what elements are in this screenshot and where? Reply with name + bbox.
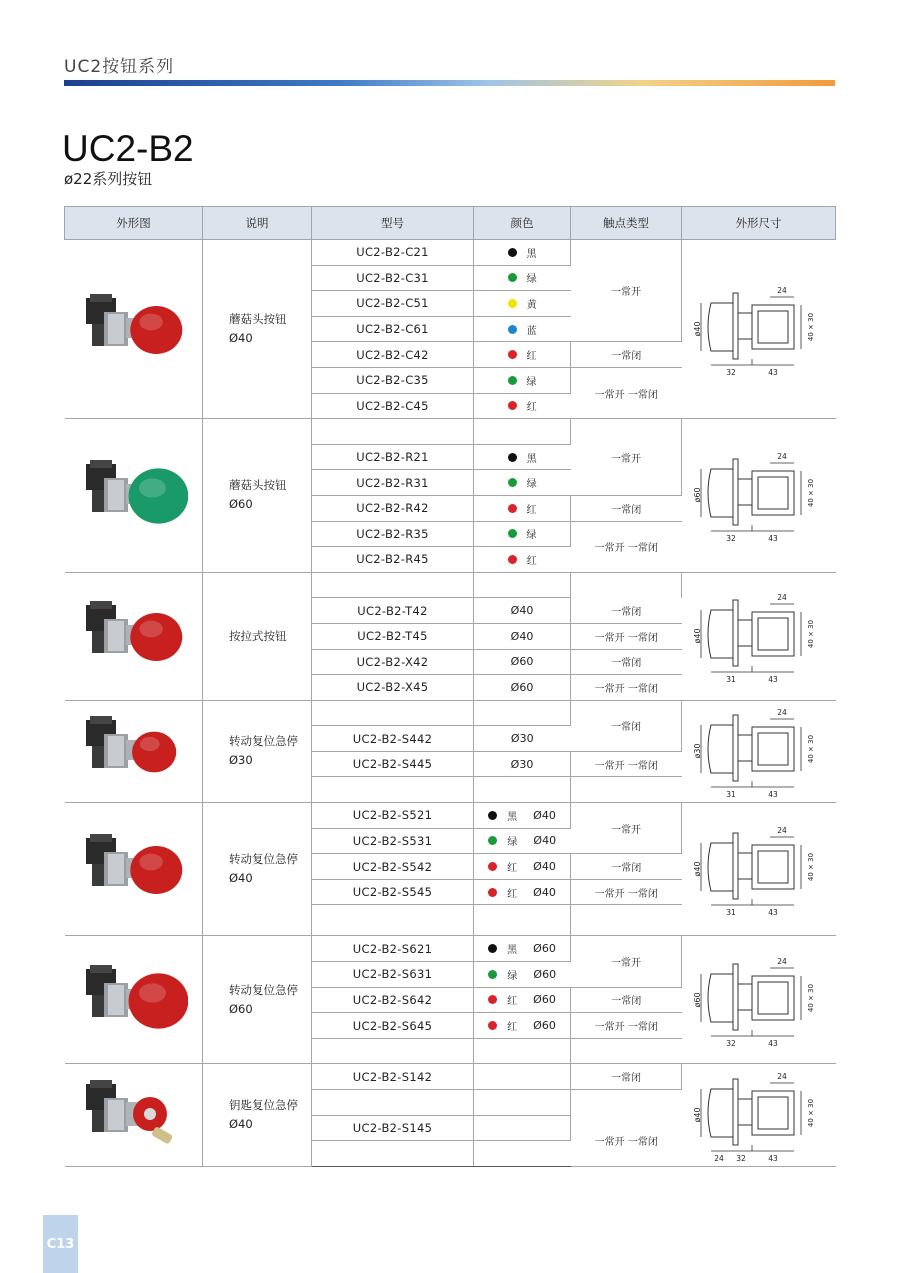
color-dot (488, 944, 497, 953)
model-cell: UC2-B2-S545 (312, 879, 474, 905)
color-cell (474, 547, 571, 573)
color-dot (508, 529, 517, 538)
dim-label: 43 (767, 1154, 778, 1164)
diameter-cell (474, 726, 571, 752)
description-line: Ø60 (229, 497, 253, 512)
product-photo-mushroom-60 (65, 419, 203, 573)
header-contact-type: 触点类型 (571, 207, 682, 240)
diameter-cell (474, 598, 571, 624)
color-name: 黑 (526, 453, 537, 465)
contact-cell: 一常开 (571, 419, 682, 496)
color-cell-empty (474, 1064, 571, 1090)
color-cell (474, 879, 571, 905)
product-photo-twist-30 (65, 700, 203, 802)
color-cell (474, 962, 571, 988)
color-dot (488, 1021, 497, 1030)
model-cell-empty (312, 1141, 474, 1167)
color-name: 红 (507, 1022, 518, 1034)
contact-cell: 一常开 (571, 803, 682, 854)
model-cell: UC2-B2-S645 (312, 1013, 474, 1039)
color-dot (508, 299, 517, 308)
color-name: 红 (526, 504, 537, 516)
model-cell: UC2-B2-R21 (312, 444, 474, 470)
color-cell (474, 470, 571, 496)
model-cell: UC2-B2-R42 (312, 495, 474, 521)
color-dot (508, 555, 517, 564)
contact-cell: 一常开 (571, 240, 682, 342)
description-cell (203, 700, 312, 802)
header-dimensions: 外形尺寸 (682, 207, 836, 240)
diameter-value: Ø60 (510, 655, 534, 669)
model-cell-empty (312, 1038, 474, 1064)
contact-cell: 一常闭 (571, 495, 682, 521)
button-photo-illustration (78, 1070, 188, 1160)
product-photo-key (65, 1064, 203, 1166)
diameter-value: Ø40 (533, 808, 556, 822)
dim-label: 32 (725, 1038, 736, 1048)
color-dot (488, 862, 497, 871)
model-cell: UC2-B2-S142 (312, 1064, 474, 1090)
color-name: 红 (507, 888, 518, 900)
dim-label: 24 (776, 826, 787, 836)
product-table (64, 206, 836, 1167)
product-photo-mushroom-40 (65, 240, 203, 419)
color-cell-empty (474, 1141, 571, 1167)
description-line: 蘑菇头按钮 (229, 312, 287, 327)
table-row (65, 240, 836, 266)
contact-cell: 一常开 一常闭 (571, 521, 682, 572)
button-photo-illustration (78, 284, 188, 374)
diameter-value: Ø30 (510, 732, 534, 746)
dim-label: 43 (767, 790, 778, 800)
description-cell (203, 240, 312, 419)
button-photo-illustration (78, 955, 188, 1045)
contact-cell: 一常闭 (571, 1064, 682, 1090)
color-cell (474, 342, 571, 368)
model-cell: UC2-B2-X42 (312, 649, 474, 675)
dim-label: ø40 (692, 321, 702, 337)
model-cell-empty (312, 700, 474, 726)
dimension-diagram (691, 819, 827, 919)
model-cell: UC2-B2-C61 (312, 316, 474, 342)
product-photo-twist-40 (65, 803, 203, 936)
color-name: 黑 (507, 945, 518, 957)
contact-cell: 一常开 一常闭 (571, 1013, 682, 1039)
contact-cell: 一常开 一常闭 (571, 879, 682, 905)
color-cell-empty (474, 1090, 571, 1116)
diameter-value: Ø40 (510, 604, 534, 618)
table-row (65, 700, 836, 726)
model-cell: UC2-B2-C45 (312, 393, 474, 419)
color-name: 黄 (526, 299, 537, 311)
diameter-value: Ø40 (533, 834, 557, 848)
color-name: 红 (507, 863, 518, 875)
model-cell: UC2-B2-S531 (312, 828, 474, 854)
color-cell (474, 495, 571, 521)
table-row (65, 1064, 836, 1090)
dim-label: 40 × 30 (806, 1099, 815, 1128)
color-cell (474, 936, 571, 962)
contact-cell: 一常开 (571, 936, 682, 987)
diameter-cell (474, 675, 571, 701)
diameter-value: Ø60 (510, 680, 534, 694)
color-cell-empty (474, 777, 571, 803)
dim-label: 43 (767, 675, 778, 685)
contact-cell: 一常闭 (571, 649, 682, 675)
diameter-value: Ø40 (533, 860, 556, 874)
dim-label: 40 × 30 (806, 735, 815, 764)
dim-label: 24 (776, 708, 787, 718)
dim-label: 40 × 30 (806, 313, 815, 342)
dimension-drawing (682, 1064, 836, 1166)
color-dot (508, 401, 517, 410)
model-cell: UC2-B2-R45 (312, 547, 474, 573)
contact-cell: 一常闭 (571, 987, 682, 1013)
model-cell: UC2-B2-C42 (312, 342, 474, 368)
model-cell: UC2-B2-S542 (312, 854, 474, 880)
dim-label: 43 (767, 908, 778, 918)
dim-label: 24 (713, 1154, 724, 1164)
contact-cell: 一常开 一常闭 (571, 623, 682, 649)
dim-label: ø30 (692, 743, 702, 759)
diameter-value: Ø40 (533, 885, 556, 899)
model-cell: UC2-B2-S621 (312, 936, 474, 962)
dim-label: 40 × 30 (806, 479, 815, 508)
dimension-drawing (682, 700, 836, 802)
color-dot (508, 478, 517, 487)
color-name: 黑 (526, 248, 537, 260)
model-cell: UC2-B2-S145 (312, 1115, 474, 1141)
color-name: 绿 (526, 274, 537, 286)
color-name: 红 (526, 351, 537, 363)
description-cell (203, 803, 312, 936)
description-line: Ø30 (229, 753, 253, 768)
header-description: 说明 (203, 207, 312, 240)
diameter-value: Ø60 (533, 1019, 556, 1033)
dim-label: ø60 (692, 487, 702, 503)
color-dot (488, 970, 497, 979)
diameter-value: Ø60 (533, 993, 556, 1007)
color-dot (508, 273, 517, 282)
contact-cell: 一常开 一常闭 (571, 675, 682, 701)
dim-label: 31 (725, 908, 736, 918)
color-cell-empty (474, 1115, 571, 1141)
color-cell (474, 393, 571, 419)
table-row (65, 572, 836, 598)
model-cell: UC2-B2-C31 (312, 265, 474, 291)
dim-label: ø40 (692, 628, 702, 644)
color-cell (474, 828, 571, 854)
color-cell-empty (474, 905, 571, 936)
dim-label: 40 × 30 (806, 620, 815, 649)
description-line: 转动复位急停 (229, 734, 298, 749)
dim-label: ø40 (692, 1107, 702, 1123)
color-dot (508, 453, 517, 462)
color-name: 红 (526, 402, 537, 414)
model-cell: UC2-B2-S445 (312, 751, 474, 777)
color-cell (474, 1013, 571, 1039)
diameter-cell (474, 649, 571, 675)
diameter-value: Ø40 (510, 629, 534, 643)
color-cell (474, 521, 571, 547)
dimension-drawing (682, 572, 836, 700)
model-cell-empty (312, 1090, 474, 1116)
description-line: 转动复位急停 (229, 852, 298, 867)
color-cell (474, 987, 571, 1013)
model-cell-empty (312, 419, 474, 445)
button-photo-illustration (78, 450, 188, 540)
table-row (65, 803, 836, 829)
header-photo: 外形图 (65, 207, 203, 240)
description-cell (203, 1064, 312, 1166)
dim-label: 40 × 30 (806, 853, 815, 882)
description-cell (203, 419, 312, 573)
model-cell: UC2-B2-S631 (312, 962, 474, 988)
description-cell (203, 936, 312, 1064)
contact-cell: 一常开 一常闭 (571, 1115, 682, 1166)
contact-cell: 一常开 一常闭 (571, 751, 682, 777)
description-line: Ø60 (229, 1001, 253, 1016)
dimension-drawing (682, 240, 836, 419)
header-color: 颜色 (474, 207, 571, 240)
color-name: 绿 (507, 837, 518, 849)
dim-label: 43 (767, 534, 778, 544)
color-dot (508, 376, 517, 385)
dimension-diagram (691, 701, 827, 801)
model-cell: UC2-B2-R35 (312, 521, 474, 547)
description-line: 转动复位急停 (229, 982, 298, 997)
dim-label: ø40 (692, 861, 702, 877)
contact-cell-empty (571, 1038, 682, 1064)
header-model: 型号 (312, 207, 474, 240)
color-cell (474, 367, 571, 393)
color-dot (488, 836, 497, 845)
dimension-drawing (682, 936, 836, 1064)
series-title: UC2按钮系列 (64, 57, 175, 77)
description-line: Ø40 (229, 1117, 253, 1132)
dimension-drawing (682, 419, 836, 573)
contact-cell-empty (571, 1090, 682, 1116)
button-photo-illustration (78, 591, 188, 681)
color-cell-empty (474, 419, 571, 445)
color-cell (474, 291, 571, 317)
sub-title: ø22系列按钮 (64, 170, 153, 188)
dimension-diagram (691, 279, 827, 379)
color-dot (508, 248, 517, 257)
contact-cell: 一常闭 (571, 342, 682, 368)
model-cell-empty (312, 572, 474, 598)
color-dot (508, 350, 517, 359)
dim-label: ø60 (692, 992, 702, 1008)
model-cell-empty (312, 777, 474, 803)
model-cell: UC2-B2-S521 (312, 803, 474, 829)
dim-label: 43 (767, 1038, 778, 1048)
contact-cell: 一常闭 (571, 854, 682, 880)
model-cell: UC2-B2-C51 (312, 291, 474, 317)
contact-cell: 一常闭 (571, 598, 682, 624)
model-cell: UC2-B2-R31 (312, 470, 474, 496)
color-name: 红 (507, 996, 518, 1008)
model-cell: UC2-B2-C21 (312, 240, 474, 266)
model-cell: UC2-B2-T42 (312, 598, 474, 624)
dim-label: 24 (776, 286, 787, 296)
description-line: 钥匙复位急停 (229, 1098, 298, 1113)
dim-label: 40 × 30 (806, 983, 815, 1012)
contact-cell: 一常开 一常闭 (571, 367, 682, 418)
dim-label: 32 (725, 368, 736, 378)
table-row (65, 936, 836, 962)
dimension-diagram (691, 950, 827, 1050)
color-name: 红 (526, 555, 537, 567)
dimension-diagram (691, 1065, 827, 1165)
model-cell: UC2-B2-T45 (312, 623, 474, 649)
color-name: 黑 (507, 811, 518, 823)
color-cell (474, 803, 571, 829)
description-cell (203, 572, 312, 700)
color-dot (508, 504, 517, 513)
color-cell (474, 265, 571, 291)
diameter-cell (474, 751, 571, 777)
color-cell (474, 854, 571, 880)
dim-label: 24 (776, 593, 787, 603)
button-photo-illustration (78, 706, 188, 796)
model-title: UC2-B2 (62, 128, 194, 169)
model-cell-empty (312, 905, 474, 936)
description-line: Ø40 (229, 871, 253, 886)
color-name: 蓝 (526, 325, 537, 337)
table-header-row (65, 207, 836, 240)
color-dot (488, 811, 497, 820)
description-line: 蘑菇头按钮 (229, 478, 287, 493)
color-name: 绿 (526, 530, 537, 542)
header-gradient-bar (64, 80, 835, 86)
color-cell-empty (474, 572, 571, 598)
color-dot (508, 325, 517, 334)
color-dot (488, 995, 497, 1004)
dim-label: 31 (725, 675, 736, 685)
dim-label: 32 (735, 1154, 746, 1164)
button-photo-illustration (78, 824, 188, 914)
dim-label: 32 (725, 534, 736, 544)
model-cell: UC2-B2-S442 (312, 726, 474, 752)
product-photo-twist-60 (65, 936, 203, 1064)
product-photo-push-pull (65, 572, 203, 700)
diameter-value: Ø60 (533, 942, 556, 956)
contact-cell-empty (571, 777, 682, 803)
page-number: C13 (43, 1215, 78, 1273)
color-name: 绿 (526, 479, 537, 491)
contact-cell-empty (571, 905, 682, 936)
model-cell: UC2-B2-S642 (312, 987, 474, 1013)
dimension-drawing (682, 803, 836, 936)
model-cell: UC2-B2-X45 (312, 675, 474, 701)
color-cell-empty (474, 1038, 571, 1064)
dim-label: 31 (725, 790, 736, 800)
dim-label: 24 (776, 956, 787, 966)
color-dot (488, 888, 497, 897)
dimension-diagram (691, 445, 827, 545)
color-name: 绿 (507, 970, 518, 982)
dim-label: 43 (767, 368, 778, 378)
contact-cell-empty (571, 572, 682, 598)
dimension-diagram (691, 586, 827, 686)
table-row (65, 419, 836, 445)
diameter-value: Ø30 (510, 757, 534, 771)
color-cell-empty (474, 700, 571, 726)
color-cell (474, 316, 571, 342)
dim-label: 24 (776, 1072, 787, 1082)
dim-label: 24 (776, 452, 787, 462)
diameter-value: Ø60 (533, 967, 557, 981)
color-name: 绿 (526, 376, 537, 388)
description-line: Ø40 (229, 331, 253, 346)
contact-cell: 一常闭 (571, 700, 682, 751)
color-cell (474, 240, 571, 266)
diameter-cell (474, 623, 571, 649)
color-cell (474, 444, 571, 470)
description-line: 按拉式按钮 (229, 628, 287, 643)
model-cell: UC2-B2-C35 (312, 367, 474, 393)
